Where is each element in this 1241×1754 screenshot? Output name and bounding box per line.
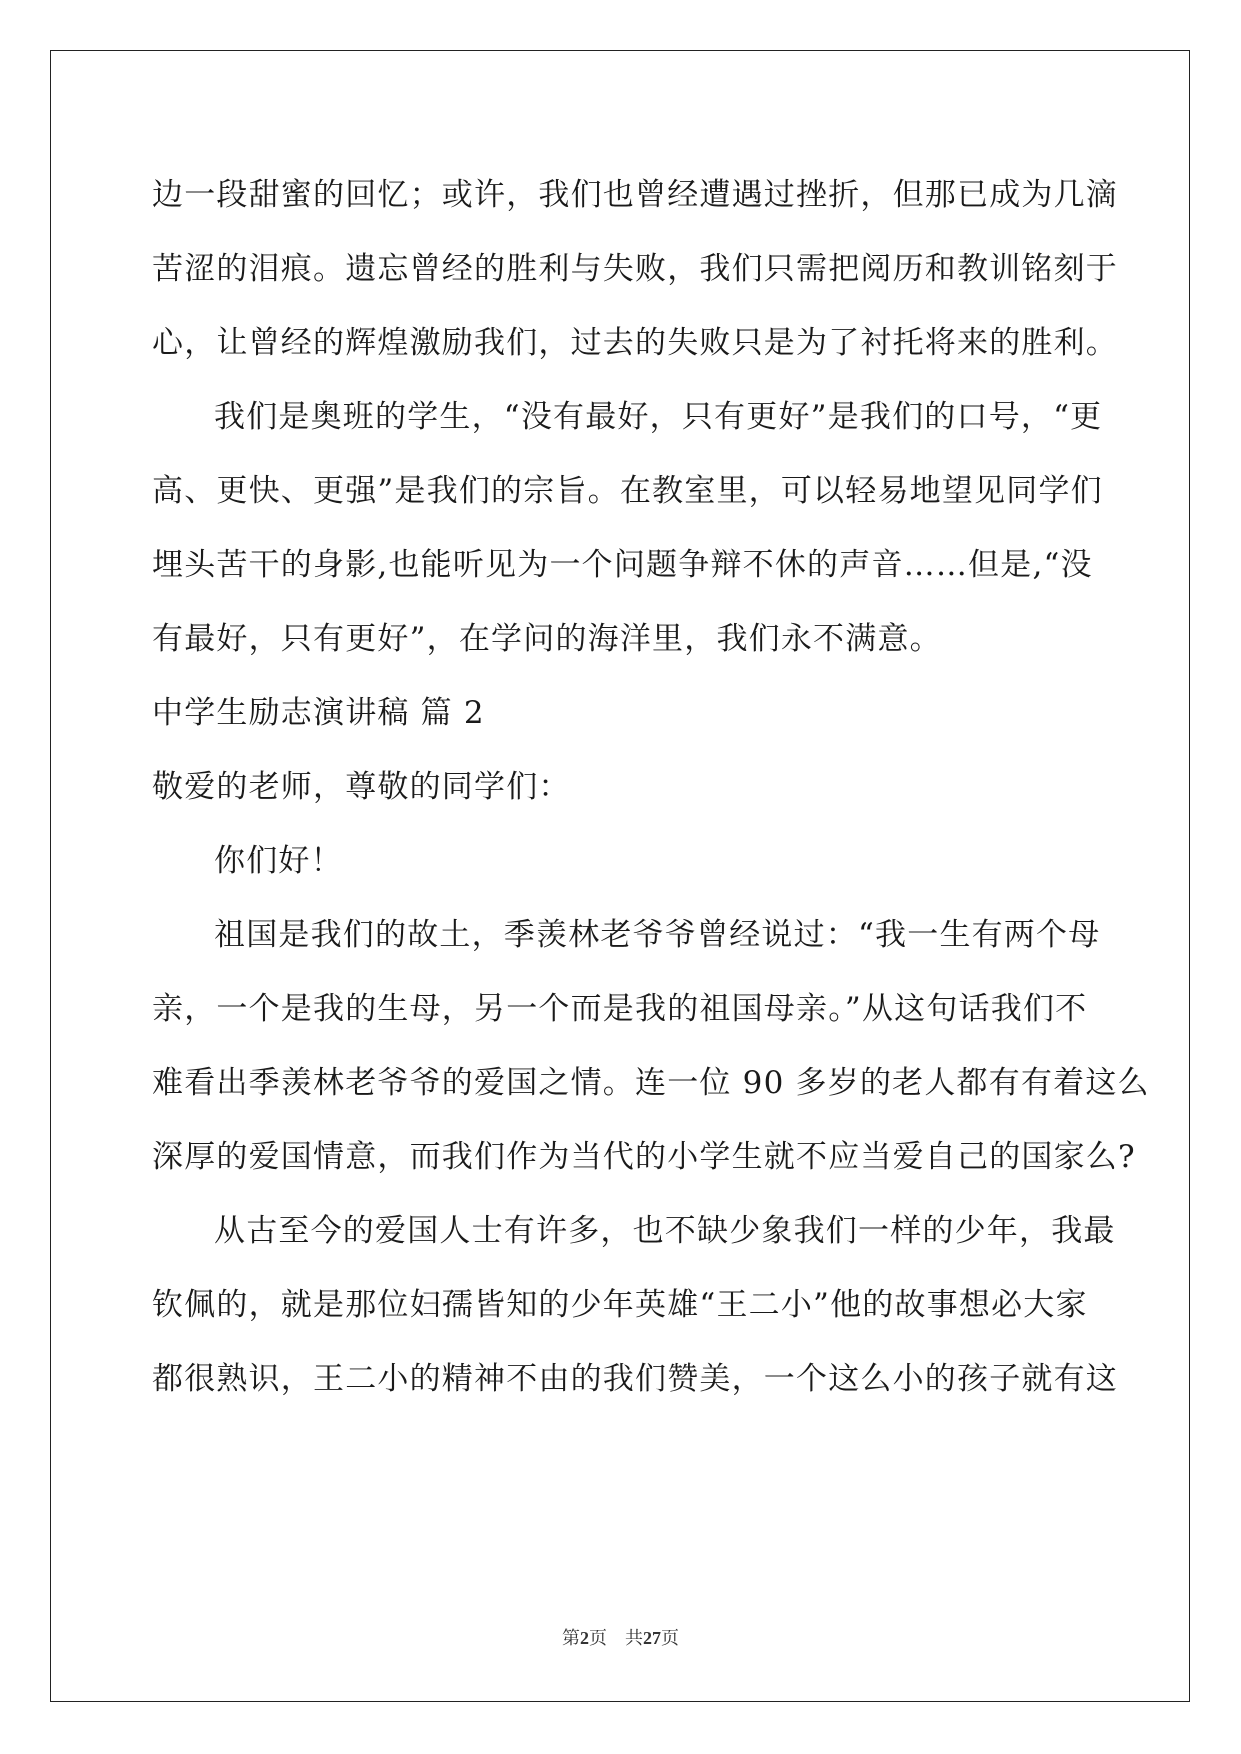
paragraph-line: 从古至今的爱国人士有许多，也不缺少象我们一样的少年，我最	[214, 1213, 1116, 1249]
paragraph-line: 埋头苦干的身影,也能听见为一个问题争辩不休的声音……但是,“没	[152, 547, 1093, 583]
total-page-count: 27	[643, 1628, 661, 1648]
paragraph-line: 心，让曾经的辉煌激励我们，过去的失败只是为了衬托将来的胜利。	[152, 325, 1118, 361]
paragraph-line: 祖国是我们的故土，季羡林老爷爷曾经说过：“我一生有两个母	[214, 917, 1101, 953]
current-page-number: 2	[580, 1628, 589, 1648]
paragraph-line: 高、更快、更强”是我们的宗旨。在教室里，可以轻易地望见同学们	[152, 473, 1103, 509]
paragraph-line: 亲，一个是我的生母，另一个而是我的祖国母亲。”从这句话我们不	[152, 991, 1088, 1027]
paragraph-line: 苦涩的泪痕。遗忘曾经的胜利与失败，我们只需把阅历和教训铭刻于	[152, 251, 1118, 287]
page-footer	[0, 1624, 1241, 1650]
footer-total-unit: 页	[661, 1628, 679, 1648]
paragraph-line: 我们是奥班的学生，“没有最好，只有更好”是我们的口号，“更	[214, 399, 1103, 435]
section-heading: 中学生励志演讲稿 篇 2	[152, 695, 485, 731]
paragraph-line: 钦佩的，就是那位妇孺皆知的少年英雄“王二小”他的故事想必大家	[152, 1287, 1088, 1323]
footer-prefix: 第	[562, 1628, 580, 1648]
paragraph-line: 都很熟识，王二小的精神不由的我们赞美，一个这么小的孩子就有这	[152, 1361, 1118, 1397]
footer-page-unit: 页	[589, 1628, 607, 1648]
document-body	[152, 158, 1150, 1416]
salutation: 敬爱的老师，尊敬的同学们：	[152, 769, 571, 805]
paragraph-line: 深厚的爱国情意，而我们作为当代的小学生就不应当爱自己的国家么?	[152, 1139, 1136, 1175]
paragraph-line: 有最好，只有更好”，在学问的海洋里，我们永不满意。	[152, 621, 942, 657]
paragraph-line: 边一段甜蜜的回忆；或许，我们也曾经遭遇过挫折，但那已成为几滴	[152, 177, 1118, 213]
footer-total-prefix: 共	[625, 1628, 643, 1648]
greeting: 你们好！	[214, 843, 343, 879]
paragraph-line: 难看出季羡林老爷爷的爱国之情。连一位 90 多岁的老人都有有着这么	[152, 1065, 1150, 1101]
